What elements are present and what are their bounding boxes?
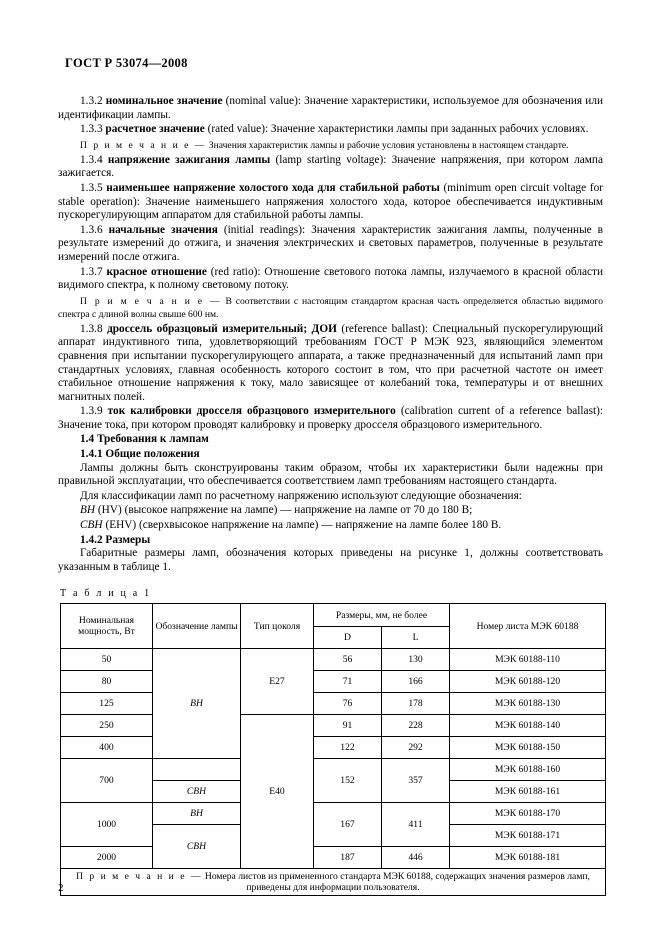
paragraph-1-3-7 [58,266,603,293]
cell-power: 80 [61,671,153,693]
cell-sheet: МЭК 60188-120 [450,671,606,693]
clause-number: 1.3.5 [80,181,103,194]
clause-number: 1.3.3 [80,123,103,136]
cell-size-l: 357 [382,759,450,803]
paragraph-1-3-4 [58,154,603,181]
term: расчетное значение [105,123,205,136]
definition-text: Значения характеристик зажигания лампы, полученные в результате измерений до отжига, и значения электрических и световых параметров, полученные в результате измерений после отжига. [58,223,604,263]
cell-size-l: 166 [382,671,450,693]
section-title: Размеры [105,533,151,546]
footnote-text: Номера листов из примененного стандарта МЭК 60188, содержащих значения размеров ламп, приведены для информации пользователя. [204,871,590,894]
paragraph-1-3-3 [58,123,603,137]
clause-number: 1.3.9 [80,405,103,418]
designation-ehv [58,519,603,533]
table-footnote [61,869,606,896]
term-english: (lamp starting voltage): [275,153,387,166]
table-footnote-row [61,869,606,896]
cell-designation [153,759,241,781]
section-number: 1.4.2 [80,533,103,546]
cell-size-d: 152 [314,759,382,803]
header-sheet-number: Номер листа МЭК 60188 [450,604,606,649]
table-row [61,847,606,869]
cell-size-l: 178 [382,693,450,715]
cell-designation: ВН [153,649,241,759]
definition-text: Значение наименьшего напряжения холостого хода, которое обеспечивается индуктивным пускорегулирующим аппаратом для стабильной работы лампы. [58,195,603,222]
section-number: 1.4.1 [80,448,103,461]
clause-number: 1.3.8 [80,322,103,335]
cell-power: 2000 [61,847,153,869]
term: напряжение зажигания лампы [107,153,271,166]
cell-size-l: 411 [382,803,450,847]
cell-sheet: МЭК 60188-170 [450,803,606,825]
designation-text: (высокое напряжение на лампе) — напряжение на лампе от 70 до 180 В; [124,504,473,517]
cell-designation: ВН [153,803,241,825]
cell-sheet: МЭК 60188-160 [450,759,606,781]
definition-text: Значение напряжения, при котором лампа зажигается. [58,153,603,180]
definition-text: Отношение светового потока лампы, излучаемого в красной области видимого спектра, к полному световому потоку. [58,265,603,292]
designation-abbr: СВН [80,519,103,532]
cell-power: 700 [61,759,153,803]
paragraph-1-3-6 [58,224,603,265]
note-label: П р и м е ч а н и е — [80,295,222,307]
cell-size-d: 71 [314,671,382,693]
term-english: (nominal value): [225,95,301,107]
term: наименьшее напряжение холостого хода для стабильной работы [106,181,440,194]
table-row [61,671,606,693]
paragraph-1-3-9 [58,405,603,432]
cell-size-d: 187 [314,847,382,869]
header-base-type: Тип цоколя [241,604,314,649]
term-english: (minimum open circuit voltage for stable operation): [58,181,604,208]
cell-base: E40 [241,715,314,869]
cell-size-d: 167 [314,803,382,847]
cell-sheet: МЭК 60188-181 [450,847,606,869]
cell-sheet: МЭК 60188-130 [450,693,606,715]
term: красное отношение [106,265,207,278]
cell-size-l: 130 [382,649,450,671]
cell-sheet: МЭК 60188-171 [450,825,606,847]
cell-power: 1000 [61,803,153,847]
header-size-l: L [382,626,450,649]
table-row [61,715,606,737]
term: начальные значения [108,223,218,236]
table-row [61,737,606,759]
note-text: Значения характеристик лампы и рабочие условия установлены в настоящем стандарте. [208,139,569,151]
section-heading-1-4-1 [58,448,603,462]
designation-eng: (HV) [97,504,122,517]
cell-sheet: МЭК 60188-110 [450,649,606,671]
table-row [61,759,606,781]
header-sizes: Размеры, мм, не более [314,604,450,627]
table-row [61,693,606,715]
cell-power: 250 [61,715,153,737]
clause-number: 1.3.2 [80,95,103,107]
paragraph-general-2: Для классификации ламп по расчетному напряжению используют следующие обозначения: [80,489,522,502]
table-header-row-1 [61,604,606,627]
page-number: 2 [58,882,64,894]
cell-designation: СВН [153,781,241,803]
term-english: (rated value): [207,123,269,136]
cell-size-d: 76 [314,693,382,715]
cell-sheet: МЭК 60188-140 [450,715,606,737]
cell-size-l: 292 [382,737,450,759]
cell-size-l: 228 [382,715,450,737]
page-header: ГОСТ Р 53074—2008 [65,56,188,70]
definition-text: Значение тока, при котором проводят калибровку и проверку дросселя образцового измерительного. [58,418,543,431]
paragraph-1-3-8 [58,323,603,405]
lamp-dimensions-table [60,603,606,896]
section-heading-1-4-2 [58,534,603,548]
paragraph-1-3-2 [58,95,603,122]
paragraph-general-1: Лампы должны быть сконструированы таким образом, чтобы их характеристики были надежны при правильной эксплуатации, что обеспечивается соответствием ламп требованиям настоящего стандарта. [58,461,603,488]
cell-size-d: 122 [314,737,382,759]
header-lamp-designation: Обозначение лампы [153,604,241,649]
designation-abbr: ВН [80,504,96,517]
note-label: П р и м е ч а н и е — [80,139,207,151]
cell-size-d: 91 [314,715,382,737]
note-1 [58,139,603,152]
footnote-label: П р и м е ч а н и е — [76,871,203,883]
table-caption: Т а б л и ц а 1 [60,588,152,600]
paragraph-1-3-5 [58,182,603,223]
section-title: Требования к лампам [96,433,209,446]
table-row [61,649,606,671]
term-english: (initial readings): [223,223,306,236]
definition-text: Значение характеристики, используемое для обозначения или идентификации лампы. [58,95,604,121]
cell-power: 125 [61,693,153,715]
term-english: (red ratio): [210,265,261,278]
cell-size-l: 446 [382,847,450,869]
definition-text: Значение характеристики лампы при заданных рабочих условиях. [268,123,589,136]
clause-number: 1.3.6 [80,223,103,236]
term: номинальное значение [105,95,223,107]
term: ток калибровки дросселя образцового измерительного [107,405,396,418]
section-heading-1-4 [58,433,603,447]
cell-base: E27 [241,649,314,715]
note-text: В соответствии с настоящим стандартом красная часть определяется областью видимого спектра с длиной волны свыше 600 нм. [58,295,604,320]
note-2 [58,295,603,321]
section-number: 1.4 [80,433,95,446]
table-row [61,803,606,825]
clause-number: 1.3.4 [80,153,103,166]
designation-hv [58,504,603,518]
definition-text: Специальный пускорегулирующий аппарат индуктивного типа, удовлетворяющий требованиям ГОСТ Р МЭК 923, являющийся элементом сравнения при испытании пускорегулирующего аппарата, а также предназначенный для испытаний ламп при стандартных условиях, главная особенность которого состоит в том, что при расчетной частоте он имеет стабильное отношение напряжения к току, мало зависящее от колебаний тока, температуры и от внешних магнитных полей. [58,322,603,403]
term: дроссель образцовый измерительный; ДОИ [107,322,337,335]
clause-number: 1.3.7 [80,265,103,278]
cell-designation: СВН [153,825,241,869]
term-english: (reference ballast): [341,322,428,335]
cell-sheet: МЭК 60188-161 [450,781,606,803]
paragraph-sizes: Габаритные размеры ламп, обозначения которых приведены на рисунке 1, должны соответствовать указанным в таблице 1. [58,547,603,573]
cell-power: 50 [61,649,153,671]
cell-sheet: МЭК 60188-150 [450,737,606,759]
designation-text: (сверхвысокое напряжение на лампе) — напряжение на лампе более 180 В. [139,519,502,532]
cell-power: 400 [61,737,153,759]
cell-size-d: 56 [314,649,382,671]
section-title: Общие положения [105,448,200,461]
header-power: Номинальная мощность, Вт [61,604,153,649]
designation-eng: (EHV) [105,519,137,532]
term-english: (calibration current of a reference ballast): [400,405,604,418]
header-size-d: D [314,626,382,649]
